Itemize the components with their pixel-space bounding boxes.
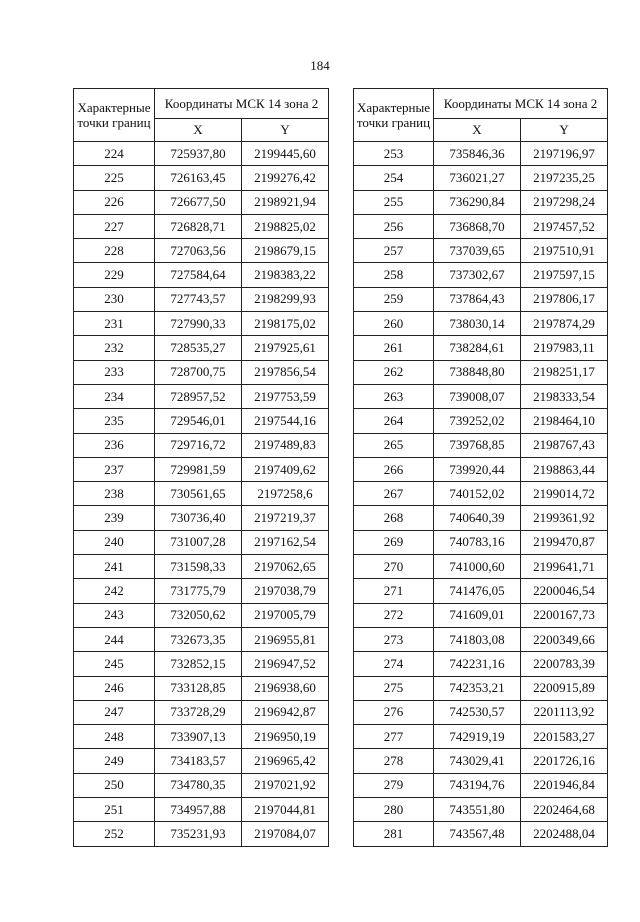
point-number-cell: 260 xyxy=(354,312,434,336)
point-number-cell: 238 xyxy=(74,482,155,506)
y-coordinate-cell: 2199445,60 xyxy=(242,142,329,166)
x-coordinate-cell: 734957,88 xyxy=(155,798,242,822)
y-coordinate-cell: 2197044,81 xyxy=(242,798,329,822)
table-row xyxy=(74,676,329,700)
y-coordinate-cell: 2197038,79 xyxy=(242,579,329,603)
table-row xyxy=(74,530,329,554)
x-coordinate-cell: 739252,02 xyxy=(434,409,521,433)
x-coordinate-cell: 741000,60 xyxy=(434,555,521,579)
point-number-cell: 249 xyxy=(74,749,155,773)
point-number-cell: 253 xyxy=(354,142,434,166)
y-coordinate-cell: 2196965,42 xyxy=(242,749,329,773)
x-coordinate-cell: 739768,85 xyxy=(434,433,521,457)
x-coordinate-cell: 731007,28 xyxy=(155,530,242,554)
y-coordinate-cell: 2197753,59 xyxy=(242,384,329,408)
table-row xyxy=(354,263,608,287)
y-coordinate-cell: 2197196,97 xyxy=(521,142,608,166)
point-number-cell: 252 xyxy=(74,822,155,846)
y-coordinate-cell: 2197457,52 xyxy=(521,214,608,238)
x-coordinate-cell: 729716,72 xyxy=(155,433,242,457)
y-coordinate-cell: 2201583,27 xyxy=(521,725,608,749)
table-row xyxy=(74,384,329,408)
point-number-cell: 239 xyxy=(74,506,155,530)
x-coordinate-cell: 731775,79 xyxy=(155,579,242,603)
point-number-cell: 258 xyxy=(354,263,434,287)
y-coordinate-cell: 2197409,62 xyxy=(242,457,329,481)
point-number-cell: 254 xyxy=(354,166,434,190)
point-number-cell: 270 xyxy=(354,555,434,579)
y-coordinate-cell: 2202464,68 xyxy=(521,798,608,822)
y-coordinate-cell: 2197219,37 xyxy=(242,506,329,530)
x-coordinate-cell: 741803,08 xyxy=(434,627,521,651)
point-number-cell: 240 xyxy=(74,530,155,554)
x-coordinate-cell: 740152,02 xyxy=(434,482,521,506)
point-number-cell: 246 xyxy=(74,676,155,700)
table-row xyxy=(354,652,608,676)
table-row xyxy=(354,287,608,311)
point-number-cell: 261 xyxy=(354,336,434,360)
point-number-cell: 277 xyxy=(354,725,434,749)
table-row xyxy=(354,239,608,263)
y-coordinate-cell: 2198383,22 xyxy=(242,263,329,287)
y-coordinate-cell: 2197235,25 xyxy=(521,166,608,190)
x-coordinate-cell: 732673,35 xyxy=(155,627,242,651)
table-row xyxy=(74,506,329,530)
point-number-cell: 271 xyxy=(354,579,434,603)
point-number-cell: 267 xyxy=(354,482,434,506)
table-row xyxy=(74,433,329,457)
point-number-cell: 241 xyxy=(74,555,155,579)
y-coordinate-cell: 2199014,72 xyxy=(521,482,608,506)
page-number: 184 xyxy=(310,58,330,73)
coords-column-header: Координаты МСК 14 зона 2 xyxy=(155,89,329,119)
y-coordinate-cell: 2197062,65 xyxy=(242,555,329,579)
y-coordinate-cell: 2200046,54 xyxy=(521,579,608,603)
x-coordinate-cell: 739920,44 xyxy=(434,457,521,481)
table-row xyxy=(74,773,329,797)
x-coordinate-cell: 742353,21 xyxy=(434,676,521,700)
table-row xyxy=(74,239,329,263)
point-number-cell: 272 xyxy=(354,603,434,627)
y-coordinate-cell: 2197874,29 xyxy=(521,312,608,336)
x-coordinate-cell: 726677,50 xyxy=(155,190,242,214)
x-coordinate-cell: 735846,36 xyxy=(434,142,521,166)
table-row xyxy=(74,287,329,311)
x-coordinate-cell: 737302,67 xyxy=(434,263,521,287)
point-number-cell: 224 xyxy=(74,142,155,166)
point-number-cell: 229 xyxy=(74,263,155,287)
table-row xyxy=(354,579,608,603)
points-header-line1: Характерные xyxy=(77,100,151,115)
y-coordinate-cell: 2196950,19 xyxy=(242,725,329,749)
point-number-cell: 228 xyxy=(74,239,155,263)
table-row xyxy=(354,336,608,360)
point-number-cell: 244 xyxy=(74,627,155,651)
y-coordinate-cell: 2199470,87 xyxy=(521,530,608,554)
point-number-cell: 236 xyxy=(74,433,155,457)
point-number-cell: 226 xyxy=(74,190,155,214)
table-row xyxy=(74,214,329,238)
y-coordinate-cell: 2196947,52 xyxy=(242,652,329,676)
y-coordinate-cell: 2198333,54 xyxy=(521,384,608,408)
table-row xyxy=(354,530,608,554)
x-coordinate-cell: 734183,57 xyxy=(155,749,242,773)
table-row xyxy=(74,579,329,603)
y-coordinate-cell: 2197925,61 xyxy=(242,336,329,360)
y-coordinate-cell: 2200783,39 xyxy=(521,652,608,676)
point-number-cell: 250 xyxy=(74,773,155,797)
point-number-cell: 281 xyxy=(354,822,434,846)
x-coordinate-cell: 733728,29 xyxy=(155,700,242,724)
x-coordinate-cell: 733907,13 xyxy=(155,725,242,749)
table-row xyxy=(354,603,608,627)
y-coordinate-cell: 2200167,73 xyxy=(521,603,608,627)
point-number-cell: 233 xyxy=(74,360,155,384)
x-column-header: X xyxy=(155,119,242,142)
x-coordinate-cell: 740783,16 xyxy=(434,530,521,554)
y-coordinate-cell: 2200915,89 xyxy=(521,676,608,700)
point-number-cell: 266 xyxy=(354,457,434,481)
y-coordinate-cell: 2198825,02 xyxy=(242,214,329,238)
y-coordinate-cell: 2197544,16 xyxy=(242,409,329,433)
point-number-cell: 269 xyxy=(354,530,434,554)
x-coordinate-cell: 726163,45 xyxy=(155,166,242,190)
table-body-right xyxy=(354,142,608,847)
y-coordinate-cell: 2198251,17 xyxy=(521,360,608,384)
point-number-cell: 257 xyxy=(354,239,434,263)
table-row xyxy=(354,457,608,481)
y-coordinate-cell: 2197856,54 xyxy=(242,360,329,384)
table-row xyxy=(74,555,329,579)
y-coordinate-cell: 2197162,54 xyxy=(242,530,329,554)
x-coordinate-cell: 736021,27 xyxy=(434,166,521,190)
y-coordinate-cell: 2197298,24 xyxy=(521,190,608,214)
table-row xyxy=(74,725,329,749)
y-coordinate-cell: 2198679,15 xyxy=(242,239,329,263)
y-coordinate-cell: 2202488,04 xyxy=(521,822,608,846)
table-row xyxy=(74,627,329,651)
table-row xyxy=(354,166,608,190)
point-number-cell: 231 xyxy=(74,312,155,336)
points-column-header xyxy=(74,89,155,142)
point-number-cell: 279 xyxy=(354,773,434,797)
x-coordinate-cell: 735231,93 xyxy=(155,822,242,846)
table-row xyxy=(354,214,608,238)
x-coordinate-cell: 728700,75 xyxy=(155,360,242,384)
table-row xyxy=(74,798,329,822)
table-row xyxy=(74,166,329,190)
table-row xyxy=(354,190,608,214)
table-row xyxy=(74,409,329,433)
table-row xyxy=(354,773,608,797)
y-coordinate-cell: 2197084,07 xyxy=(242,822,329,846)
y-coordinate-cell: 2197510,91 xyxy=(521,239,608,263)
x-coordinate-cell: 729546,01 xyxy=(155,409,242,433)
x-coordinate-cell: 736290,84 xyxy=(434,190,521,214)
x-coordinate-cell: 741609,01 xyxy=(434,603,521,627)
table-row xyxy=(354,506,608,530)
point-number-cell: 256 xyxy=(354,214,434,238)
table-row xyxy=(354,749,608,773)
y-coordinate-cell: 2201726,16 xyxy=(521,749,608,773)
table-row xyxy=(354,482,608,506)
y-coordinate-cell: 2197005,79 xyxy=(242,603,329,627)
point-number-cell: 232 xyxy=(74,336,155,360)
table-row xyxy=(354,312,608,336)
x-coordinate-cell: 743551,80 xyxy=(434,798,521,822)
x-coordinate-cell: 737039,65 xyxy=(434,239,521,263)
y-coordinate-cell: 2198464,10 xyxy=(521,409,608,433)
table-row xyxy=(354,798,608,822)
point-number-cell: 247 xyxy=(74,700,155,724)
x-coordinate-cell: 731598,33 xyxy=(155,555,242,579)
x-coordinate-cell: 727063,56 xyxy=(155,239,242,263)
table-row xyxy=(74,336,329,360)
table-row xyxy=(74,142,329,166)
x-coordinate-cell: 727743,57 xyxy=(155,287,242,311)
point-number-cell: 235 xyxy=(74,409,155,433)
point-number-cell: 237 xyxy=(74,457,155,481)
table-row xyxy=(74,822,329,846)
y-coordinate-cell: 2196955,81 xyxy=(242,627,329,651)
x-coordinate-cell: 730561,65 xyxy=(155,482,242,506)
y-coordinate-cell: 2196942,87 xyxy=(242,700,329,724)
x-column-header: X xyxy=(434,119,521,142)
point-number-cell: 273 xyxy=(354,627,434,651)
x-coordinate-cell: 742919,19 xyxy=(434,725,521,749)
table-row xyxy=(74,482,329,506)
x-coordinate-cell: 725937,80 xyxy=(155,142,242,166)
y-coordinate-cell: 2198921,94 xyxy=(242,190,329,214)
y-coordinate-cell: 2197021,92 xyxy=(242,773,329,797)
table-row xyxy=(354,725,608,749)
point-number-cell: 262 xyxy=(354,360,434,384)
x-coordinate-cell: 726828,71 xyxy=(155,214,242,238)
coordinates-table-left xyxy=(73,88,329,847)
x-coordinate-cell: 733128,85 xyxy=(155,676,242,700)
coordinates-table-right xyxy=(353,88,608,847)
table-row xyxy=(354,676,608,700)
point-number-cell: 245 xyxy=(74,652,155,676)
x-coordinate-cell: 727584,64 xyxy=(155,263,242,287)
y-column-header: Y xyxy=(242,119,329,142)
point-number-cell: 278 xyxy=(354,749,434,773)
point-number-cell: 280 xyxy=(354,798,434,822)
point-number-cell: 230 xyxy=(74,287,155,311)
point-number-cell: 274 xyxy=(354,652,434,676)
x-coordinate-cell: 743194,76 xyxy=(434,773,521,797)
table-row xyxy=(354,384,608,408)
point-number-cell: 259 xyxy=(354,287,434,311)
point-number-cell: 234 xyxy=(74,384,155,408)
table-row xyxy=(74,700,329,724)
x-coordinate-cell: 727990,33 xyxy=(155,312,242,336)
point-number-cell: 243 xyxy=(74,603,155,627)
point-number-cell: 225 xyxy=(74,166,155,190)
point-number-cell: 248 xyxy=(74,725,155,749)
y-coordinate-cell: 2196938,60 xyxy=(242,676,329,700)
y-coordinate-cell: 2199361,92 xyxy=(521,506,608,530)
table-row xyxy=(74,652,329,676)
table-row xyxy=(74,190,329,214)
x-coordinate-cell: 732050,62 xyxy=(155,603,242,627)
y-coordinate-cell: 2197597,15 xyxy=(521,263,608,287)
point-number-cell: 255 xyxy=(354,190,434,214)
coords-column-header: Координаты МСК 14 зона 2 xyxy=(434,89,608,119)
x-coordinate-cell: 743567,48 xyxy=(434,822,521,846)
x-coordinate-cell: 736868,70 xyxy=(434,214,521,238)
table-row xyxy=(354,360,608,384)
y-coordinate-cell: 2198863,44 xyxy=(521,457,608,481)
table-row xyxy=(354,409,608,433)
table-row xyxy=(354,627,608,651)
x-coordinate-cell: 732852,15 xyxy=(155,652,242,676)
x-coordinate-cell: 742231,16 xyxy=(434,652,521,676)
table-body-left xyxy=(74,142,329,847)
table-row xyxy=(74,312,329,336)
y-coordinate-cell: 2201113,92 xyxy=(521,700,608,724)
point-number-cell: 227 xyxy=(74,214,155,238)
point-number-cell: 265 xyxy=(354,433,434,457)
x-coordinate-cell: 728957,52 xyxy=(155,384,242,408)
points-column-header xyxy=(354,89,434,142)
points-header-line1: Характерные xyxy=(357,100,430,115)
table-row xyxy=(354,700,608,724)
y-coordinate-cell: 2200349,66 xyxy=(521,627,608,651)
table-row xyxy=(354,555,608,579)
point-number-cell: 276 xyxy=(354,700,434,724)
y-coordinate-cell: 2197489,83 xyxy=(242,433,329,457)
x-coordinate-cell: 738030,14 xyxy=(434,312,521,336)
point-number-cell: 263 xyxy=(354,384,434,408)
point-number-cell: 264 xyxy=(354,409,434,433)
x-coordinate-cell: 741476,05 xyxy=(434,579,521,603)
x-coordinate-cell: 743029,41 xyxy=(434,749,521,773)
x-coordinate-cell: 734780,35 xyxy=(155,773,242,797)
y-coordinate-cell: 2198767,43 xyxy=(521,433,608,457)
table-row xyxy=(354,142,608,166)
point-number-cell: 268 xyxy=(354,506,434,530)
y-coordinate-cell: 2197258,6 xyxy=(242,482,329,506)
point-number-cell: 275 xyxy=(354,676,434,700)
x-coordinate-cell: 730736,40 xyxy=(155,506,242,530)
y-column-header: Y xyxy=(521,119,608,142)
table-row xyxy=(354,822,608,846)
x-coordinate-cell: 742530,57 xyxy=(434,700,521,724)
y-coordinate-cell: 2197983,11 xyxy=(521,336,608,360)
point-number-cell: 251 xyxy=(74,798,155,822)
x-coordinate-cell: 728535,27 xyxy=(155,336,242,360)
y-coordinate-cell: 2199641,71 xyxy=(521,555,608,579)
y-coordinate-cell: 2199276,42 xyxy=(242,166,329,190)
table-row xyxy=(74,263,329,287)
point-number-cell: 242 xyxy=(74,579,155,603)
y-coordinate-cell: 2197806,17 xyxy=(521,287,608,311)
points-header-line2: точки границ xyxy=(77,115,151,130)
table-row xyxy=(74,360,329,384)
x-coordinate-cell: 729981,59 xyxy=(155,457,242,481)
points-header-line2: точки границ xyxy=(356,115,431,130)
x-coordinate-cell: 739008,07 xyxy=(434,384,521,408)
y-coordinate-cell: 2201946,84 xyxy=(521,773,608,797)
x-coordinate-cell: 737864,43 xyxy=(434,287,521,311)
y-coordinate-cell: 2198299,93 xyxy=(242,287,329,311)
x-coordinate-cell: 738284,61 xyxy=(434,336,521,360)
x-coordinate-cell: 740640,39 xyxy=(434,506,521,530)
table-row xyxy=(74,749,329,773)
x-coordinate-cell: 738848,80 xyxy=(434,360,521,384)
table-row xyxy=(74,457,329,481)
table-row xyxy=(74,603,329,627)
y-coordinate-cell: 2198175,02 xyxy=(242,312,329,336)
table-row xyxy=(354,433,608,457)
